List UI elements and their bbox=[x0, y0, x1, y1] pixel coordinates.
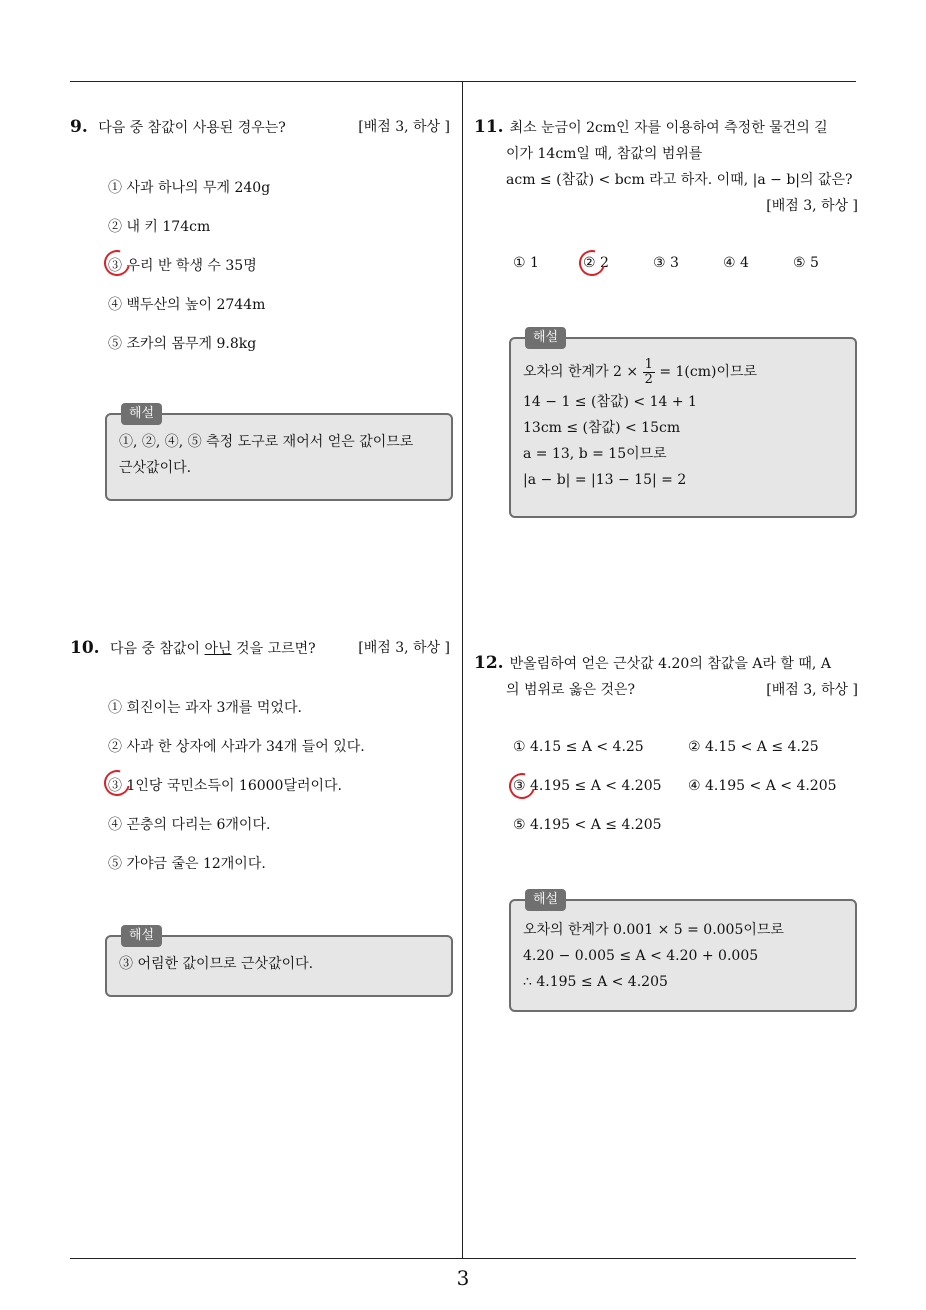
question-text: 반올림하여 얻은 근삿값 4.20의 참값을 A라 할 때, A bbox=[509, 656, 831, 672]
top-rule bbox=[70, 81, 856, 82]
column-divider bbox=[462, 82, 463, 1258]
solution-line: 4.20 − 0.005 ≤ A < 4.20 + 0.005 bbox=[523, 948, 759, 964]
question-text: 다음 중 참값이 bbox=[110, 641, 205, 657]
solution-label: 해설 bbox=[121, 925, 162, 947]
question-number: 10. bbox=[70, 638, 100, 658]
choice-2: ② 4.15 < A ≤ 4.25 bbox=[688, 739, 819, 755]
choice-2: ② 사과 한 상자에 사과가 34개 들어 있다. bbox=[108, 739, 365, 755]
score-label: [배점 3, 하상 ] bbox=[358, 119, 450, 135]
score-label: [배점 3, 하상 ] bbox=[766, 198, 858, 214]
solution-text: = 1(cm)이므로 bbox=[654, 364, 758, 380]
solution-line: ∴ 4.195 ≤ A < 4.205 bbox=[523, 974, 668, 990]
question-text: 것을 고르면? bbox=[231, 641, 316, 657]
choice-3: ③ 우리 반 학생 수 35명 bbox=[108, 258, 257, 274]
question-10 bbox=[70, 635, 450, 662]
solution-label: 해설 bbox=[525, 327, 566, 349]
fraction-one-half bbox=[643, 358, 655, 387]
solution-line: ①, ②, ④, ⑤ 측정 도구로 재어서 얻은 값이므로 bbox=[119, 434, 414, 450]
solution-line: 오차의 한계가 0.001 × 5 = 0.005이므로 bbox=[523, 922, 784, 938]
question-12 bbox=[474, 650, 858, 703]
choice-5: ⑤ 5 bbox=[793, 255, 819, 271]
choice-1: ① 4.15 ≤ A < 4.25 bbox=[513, 739, 644, 755]
question-9 bbox=[70, 114, 450, 141]
choice-5: ⑤ 4.195 < A ≤ 4.205 bbox=[513, 817, 662, 833]
choice-1: ① 1 bbox=[513, 255, 539, 271]
choice-4: ④ 백두산의 높이 2744m bbox=[108, 297, 266, 313]
solution-line: 13cm ≤ (참값) < 15cm bbox=[523, 420, 681, 436]
choice-3: ③ 1인당 국민소득이 16000달러이다. bbox=[108, 778, 343, 794]
solution-line: 근삿값이다. bbox=[119, 460, 192, 476]
question-text: 다음 중 참값이 사용된 경우는? bbox=[98, 120, 286, 136]
solution-line: ③ 어림한 값이므로 근삿값이다. bbox=[119, 956, 314, 972]
question-text-emphasis: 아닌 bbox=[204, 641, 232, 657]
question-number: 12. bbox=[474, 653, 504, 673]
fraction-denominator: 2 bbox=[644, 371, 653, 387]
solution-line bbox=[523, 355, 843, 389]
fraction-numerator: 1 bbox=[644, 356, 653, 372]
solution-line: 14 − 1 ≤ (참값) < 14 + 1 bbox=[523, 394, 697, 410]
score-label: [배점 3, 하상 ] bbox=[358, 640, 450, 656]
page-number: 3 bbox=[456, 1266, 470, 1290]
question-text: acm ≤ (참값) < bcm 라고 하자. 이때, |a − b|의 값은? bbox=[506, 172, 853, 188]
choice-1: ① 희진이는 과자 3개를 먹었다. bbox=[108, 700, 302, 716]
choice-4: ④ 4.195 < A < 4.205 bbox=[688, 778, 837, 794]
solution-label: 해설 bbox=[121, 403, 162, 425]
answer-mark-circle bbox=[99, 245, 135, 281]
answer-mark-circle bbox=[99, 765, 135, 801]
solution-box bbox=[105, 928, 453, 997]
question-text: 이가 14cm일 때, 참값의 범위를 bbox=[506, 146, 703, 162]
question-text: 최소 눈금이 2cm인 자를 이용하여 측정한 물건의 길 bbox=[509, 120, 828, 136]
solution-box bbox=[509, 892, 857, 1012]
choice-2: ② 내 키 174cm bbox=[108, 219, 211, 235]
choice-4: ④ 곤충의 다리는 6개이다. bbox=[108, 817, 271, 833]
solution-line: a = 13, b = 15이므로 bbox=[523, 446, 667, 462]
question-number: 9. bbox=[70, 117, 88, 137]
solution-box bbox=[105, 406, 453, 501]
solution-line: |a − b| = |13 − 15| = 2 bbox=[523, 472, 687, 488]
choice-2: ② 2 bbox=[583, 255, 609, 271]
choice-4: ④ 4 bbox=[723, 255, 749, 271]
answer-mark-circle bbox=[504, 768, 540, 804]
choice-3: ③ 3 bbox=[653, 255, 679, 271]
solution-label: 해설 bbox=[525, 889, 566, 911]
bottom-rule bbox=[70, 1258, 856, 1259]
choice-5: ⑤ 조카의 몸무게 9.8kg bbox=[108, 336, 257, 352]
answer-mark-circle bbox=[574, 245, 610, 281]
choice-5: ⑤ 가야금 줄은 12개이다. bbox=[108, 856, 266, 872]
choice-1: ① 사과 하나의 무게 240g bbox=[108, 180, 271, 196]
question-11 bbox=[474, 114, 858, 219]
choice-3: ③ 4.195 ≤ A < 4.205 bbox=[513, 778, 662, 794]
question-number: 11. bbox=[474, 117, 504, 137]
score-label: [배점 3, 하상 ] bbox=[766, 682, 858, 698]
question-text: 의 범위로 옳은 것은? bbox=[506, 682, 636, 698]
solution-text: 오차의 한계가 2 × bbox=[523, 364, 643, 380]
solution-box bbox=[509, 330, 857, 518]
